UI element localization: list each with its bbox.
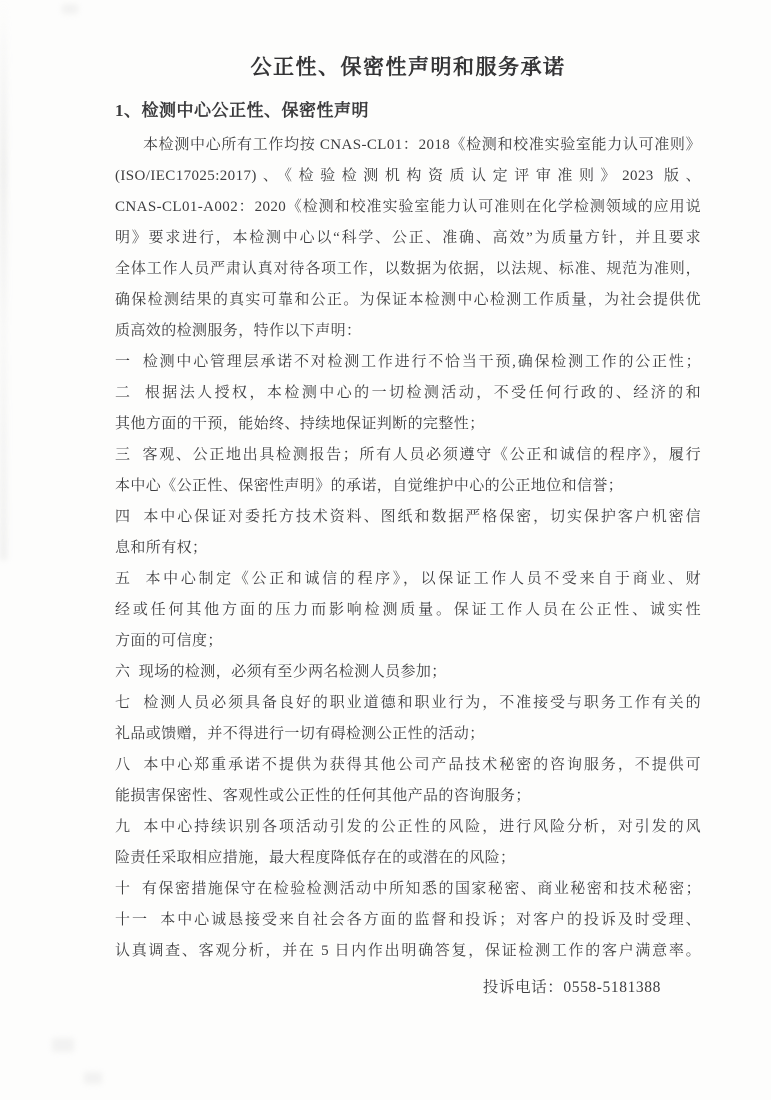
statement-item-8 <box>115 750 701 812</box>
text-line: 确保检测结果的真实可靠和公正。为保证本检测中心检测工作质量，为社会提供优 <box>115 292 701 308</box>
scan-artifact <box>52 1038 74 1052</box>
text-line: 认真调查、客观分析，并在 5 日内作出明确答复，保证检测工作的客户满意率。 <box>115 943 701 959</box>
statement-item-10 <box>115 874 701 905</box>
text-line: 八 本中心郑重承诺不提供为获得其他公司产品技术秘密的咨询服务，不提供可 <box>115 757 701 773</box>
text-line: 本检测中心所有工作均按 CNAS-CL01：2018《检测和校准实验室能力认可准则》 <box>143 137 701 153</box>
statement-item-11 <box>115 905 701 967</box>
text-line: 礼品或馈赠，并不得进行一切有碍检测公正性的活动； <box>115 726 485 742</box>
text-line: (ISO/IEC17025:2017)、《检验检测机构资质认定评审准则》2023 版、 <box>115 168 701 184</box>
text-line: 一 检测中心管理层承诺不对检测工作进行不恰当干预,确保检测工作的公正性； <box>115 354 701 370</box>
text-line: 息和所有权； <box>115 540 208 556</box>
text-line: 明》要求进行，本检测中心以“科学、公正、准确、高效”为质量方针，并且要求 <box>115 230 701 246</box>
text-line: 九 本中心持续识别各项活动引发的公正性的风险，进行风险分析，对引发的风 <box>115 819 701 835</box>
text-line: 方面的可信度； <box>115 633 223 649</box>
document-content <box>115 50 701 1003</box>
text-line: 四 本中心保证对委托方技术资料、图纸和数据严格保密，切实保护客户机密信 <box>115 509 701 525</box>
statement-item-3 <box>115 440 701 502</box>
statement-item-7 <box>115 688 701 750</box>
text-line: 能损害保密性、客观性或公正性的任何其他产品的咨询服务； <box>115 788 531 804</box>
text-line: 十一 本中心诚恳接受来自社会各方面的监督和投诉；对客户的投诉及时受理、 <box>115 912 701 928</box>
statement-item-2 <box>115 378 701 440</box>
scan-artifact <box>62 4 78 14</box>
text-line: 质高效的检测服务，特作以下声明： <box>115 323 362 339</box>
text-line: 经或任何其他方面的压力而影响检测质量。保证工作人员在公正性、诚实性 <box>115 602 701 618</box>
statement-item-4 <box>115 502 701 564</box>
statement-item-5 <box>115 564 701 657</box>
scan-artifact <box>0 0 7 560</box>
statement-item-9 <box>115 812 701 874</box>
text-line: 三 客观、公正地出具检测报告；所有人员必须遵守《公正和诚信的程序》，履行 <box>115 447 701 463</box>
text-line: 五 本中心制定《公正和诚信的程序》，以保证工作人员不受来自于商业、财 <box>115 571 701 587</box>
text-line: 十 有保密措施保守在检验检测活动中所知悉的国家秘密、商业秘密和技术秘密； <box>115 881 701 897</box>
statement-item-6 <box>115 657 701 688</box>
document-title: 公正性、保密性声明和服务承诺 <box>250 55 566 79</box>
text-line: CNAS-CL01-A002：2020《检测和校准实验室能力认可准则在化学检测领域的应用说 <box>115 199 701 215</box>
text-line: 七 检测人员必须具备良好的职业道德和职业行为，不准接受与职务工作有关的 <box>115 695 701 711</box>
text-line: 六 现场的检测，必须有至少两名检测人员参加； <box>115 664 447 680</box>
statement-item-1 <box>115 347 701 378</box>
text-line: 全体工作人员严肃认真对待各项工作，以数据为依据，以法规、标准、规范为准则， <box>115 261 701 277</box>
section-heading: 1、检测中心公正性、保密性声明 <box>115 101 369 120</box>
intro-paragraph <box>115 130 701 347</box>
complaint-hotline: 投诉电话：0558-5181388 <box>482 979 661 996</box>
text-line: 险责任采取相应措施，最大程度降低存在的或潜在的风险； <box>115 850 516 866</box>
scan-artifact <box>84 1072 102 1084</box>
text-line: 其他方面的干预，能始终、持续地保证判断的完整性； <box>115 416 485 432</box>
text-line: 二 根据法人授权，本检测中心的一切检测活动，不受任何行政的、经济的和 <box>115 385 701 401</box>
text-line: 本中心《公正性、保密性声明》的承诺，自觉维护中心的公正地位和信誉； <box>115 478 624 494</box>
